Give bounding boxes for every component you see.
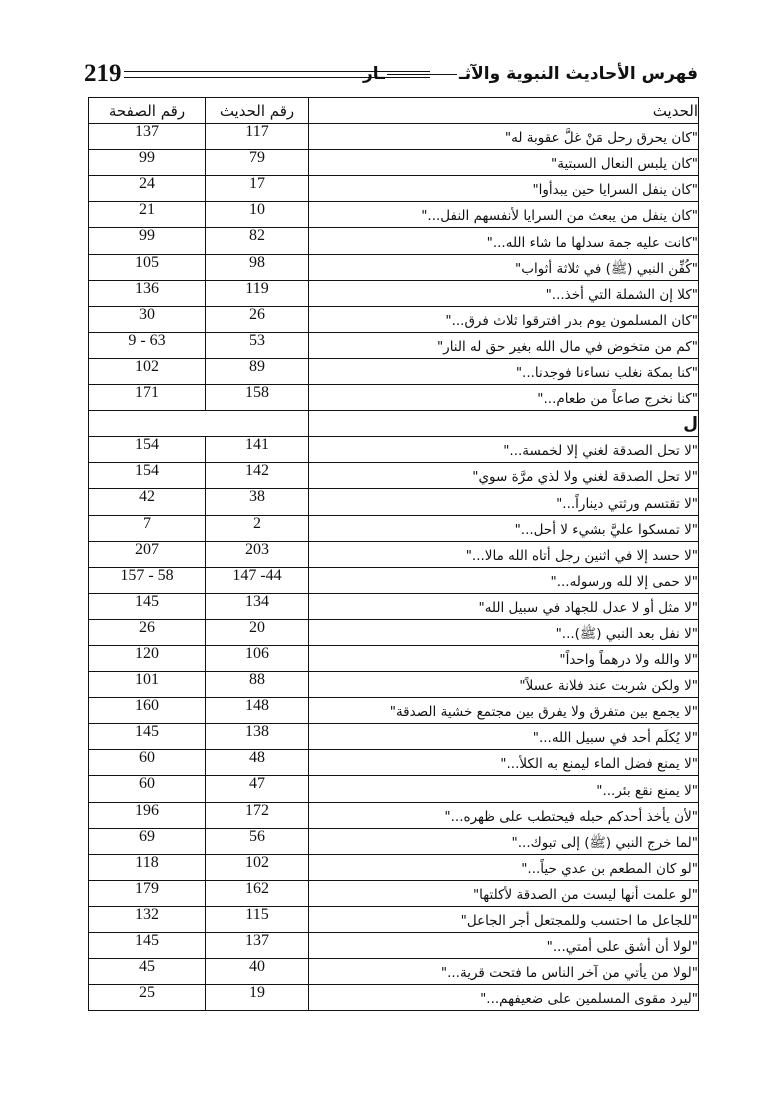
page-number-cell: 154 — [89, 463, 206, 489]
page-number-cell: 137 — [89, 124, 206, 150]
table-row — [89, 698, 699, 724]
hadith-number-cell: 172 — [206, 802, 309, 828]
page-number-cell: 171 — [89, 385, 206, 411]
hadith-text-cell: "لا تحل الصدقة لغني ولا لذي مرَّة سوي" — [309, 463, 699, 489]
hadith-text-cell: "للجاعل ما احتسب وللمجتعل أجر الجاعل" — [309, 906, 699, 932]
page-number-cell: 60 — [89, 776, 206, 802]
col-header-text: الحديث — [309, 98, 699, 124]
hadith-number-cell: 20 — [206, 619, 309, 645]
page-number-cell: 30 — [89, 306, 206, 332]
page-number-cell: 132 — [89, 906, 206, 932]
table-row — [89, 802, 699, 828]
page-number-cell: 136 — [89, 280, 206, 306]
hadith-text-cell: "لو كان المطعم بن عدي حياً..." — [309, 854, 699, 880]
hadith-number-cell: 142 — [206, 463, 309, 489]
page-number-cell: 145 — [89, 933, 206, 959]
col-header-hadith: رقم الحديث — [206, 98, 309, 124]
hadith-text-cell: "كان يلبس النعال السبتية" — [309, 150, 699, 176]
page-number-cell: 196 — [89, 802, 206, 828]
hadith-text-cell: "كنا نخرج صاعاً من طعام..." — [309, 385, 699, 411]
hadith-text-cell: "لا تمسكوا عليَّ بشيء لا أحل..." — [309, 515, 699, 541]
running-title — [363, 60, 698, 88]
hadith-number-cell: 106 — [206, 645, 309, 671]
page-number-cell: 118 — [89, 854, 206, 880]
running-title-end: ـار — [362, 64, 385, 84]
table-row — [89, 619, 699, 645]
hadith-number-cell: 98 — [206, 254, 309, 280]
table-row — [89, 332, 699, 358]
section-empty-cell — [89, 411, 309, 437]
hadith-number-cell: 53 — [206, 332, 309, 358]
table-row — [89, 306, 699, 332]
page-number-cell: 145 — [89, 724, 206, 750]
hadith-text-cell: "كان ينفل من يبعث من السرايا لأنفسهم النفل..." — [309, 202, 699, 228]
hadith-number-cell: 148 — [206, 698, 309, 724]
hadith-number-cell: 79 — [206, 150, 309, 176]
hadith-number-cell: 47 — [206, 776, 309, 802]
page-number-cell: 21 — [89, 202, 206, 228]
table-row — [89, 385, 699, 411]
section-letter: ل — [309, 411, 699, 437]
table-body — [89, 124, 699, 1011]
table-row — [89, 933, 699, 959]
page-number-cell: 99 — [89, 150, 206, 176]
hadith-number-cell: 158 — [206, 385, 309, 411]
page-number-cell: 160 — [89, 698, 206, 724]
page-number-cell: 60 — [89, 750, 206, 776]
table-row — [89, 489, 699, 515]
table-row — [89, 150, 699, 176]
hadith-number-cell: 119 — [206, 280, 309, 306]
hadith-number-cell: 89 — [206, 358, 309, 384]
hadith-number-cell: 88 — [206, 672, 309, 698]
hadith-text-cell: "لا ولكن شربت عند فلانة عسلاً" — [309, 672, 699, 698]
running-header — [84, 60, 698, 90]
table-row — [89, 724, 699, 750]
hadith-number-cell: 138 — [206, 724, 309, 750]
page-number-cell: 25 — [89, 985, 206, 1011]
hadith-text-cell: "لا تحل الصدقة لغني إلا لخمسة..." — [309, 437, 699, 463]
page-number-cell: 145 — [89, 593, 206, 619]
table-row — [89, 202, 699, 228]
page-number-cell: 101 — [89, 672, 206, 698]
page-number: 219 — [84, 60, 122, 87]
table-row — [89, 463, 699, 489]
hadith-text-cell: "لا يمنع فضل الماء ليمنع به الكلأ..." — [309, 750, 699, 776]
hadith-text-cell: "كانت عليه جمة سدلها ما شاء الله..." — [309, 228, 699, 254]
table-row — [89, 176, 699, 202]
page-number-cell: 7 — [89, 515, 206, 541]
page-number-cell: 154 — [89, 437, 206, 463]
hadith-text-cell: "كان ينفل السرايا حين يبدأوا" — [309, 176, 699, 202]
page-number-cell: 207 — [89, 541, 206, 567]
hadith-text-cell: "كلا إن الشملة التي أخذ..." — [309, 280, 699, 306]
hadith-number-cell: 141 — [206, 437, 309, 463]
hadith-number-cell: 162 — [206, 880, 309, 906]
page-number-cell: 9 - 63 — [89, 332, 206, 358]
hadith-number-cell: 2 — [206, 515, 309, 541]
hadith-text-cell: "لولا من يأتي من آخر الناس ما فتحت قرية..." — [309, 959, 699, 985]
hadith-text-cell: "لما خرج النبي (ﷺ) إلى تبوك..." — [309, 828, 699, 854]
hadith-text-cell: "كنا بمكة نغلب نساءنا فوجدنا..." — [309, 358, 699, 384]
hadith-number-cell: 115 — [206, 906, 309, 932]
hadith-text-cell: "كان المسلمون يوم بدر افترقوا ثلاث فرق..." — [309, 306, 699, 332]
page-number-cell: 69 — [89, 828, 206, 854]
hadith-text-cell: "لولا أن أشق على أمتي..." — [309, 933, 699, 959]
page-number-cell: 105 — [89, 254, 206, 280]
table-row — [89, 358, 699, 384]
table-row — [89, 437, 699, 463]
hadith-number-cell: 38 — [206, 489, 309, 515]
hadith-number-cell: 134 — [206, 593, 309, 619]
section-letter-row — [89, 411, 699, 437]
page-number-cell: 24 — [89, 176, 206, 202]
page-number-cell: 99 — [89, 228, 206, 254]
hadith-number-cell: 19 — [206, 985, 309, 1011]
hadith-number-cell: 82 — [206, 228, 309, 254]
hadith-index-table — [88, 97, 699, 1011]
table-row — [89, 750, 699, 776]
title-stretch-line — [387, 60, 457, 75]
hadith-text-cell: "لا والله ولا درهماً واحداً" — [309, 645, 699, 671]
hadith-text-cell: "كم من متخوض في مال الله بغير حق له النار" — [309, 332, 699, 358]
hadith-text-cell: "لا تقتسم ورثتي ديناراً..." — [309, 489, 699, 515]
table-row — [89, 959, 699, 985]
hadith-text-cell: "لا نفل بعد النبي (ﷺ)..." — [309, 619, 699, 645]
page-number-cell: 157 - 58 — [89, 567, 206, 593]
table-row — [89, 541, 699, 567]
hadith-text-cell: "لا يُكلَم أحد في سبيل الله..." — [309, 724, 699, 750]
table-row — [89, 880, 699, 906]
hadith-text-cell: "لا يمنع نقع بئر..." — [309, 776, 699, 802]
table-row — [89, 515, 699, 541]
table-row — [89, 854, 699, 880]
hadith-number-cell: 40 — [206, 959, 309, 985]
table-row — [89, 567, 699, 593]
page-number-cell: 45 — [89, 959, 206, 985]
col-header-page: رقم الصفحة — [89, 98, 206, 124]
table-row — [89, 254, 699, 280]
page-number-cell: 42 — [89, 489, 206, 515]
table-row — [89, 593, 699, 619]
table-row — [89, 124, 699, 150]
hadith-number-cell: 48 — [206, 750, 309, 776]
hadith-number-cell: 56 — [206, 828, 309, 854]
table-row — [89, 672, 699, 698]
hadith-text-cell: "لا حسد إلا في اثنين رجل أتاه الله مالا..." — [309, 541, 699, 567]
hadith-text-cell: "ليرد مقوى المسلمين على ضعيفهم..." — [309, 985, 699, 1011]
table-row — [89, 776, 699, 802]
hadith-number-cell: 26 — [206, 306, 309, 332]
hadith-text-cell: "كان يحرق رحل مَنْ غلَّ عقوبة له" — [309, 124, 699, 150]
hadith-number-cell: 147 -44 — [206, 567, 309, 593]
hadith-number-cell: 137 — [206, 933, 309, 959]
hadith-text-cell: "كُفِّن النبي (ﷺ) في ثلاثة أثواب" — [309, 254, 699, 280]
table-row — [89, 985, 699, 1011]
hadith-text-cell: "لأن يأخذ أحدكم حبله فيحتطب على ظهره..." — [309, 802, 699, 828]
page-number-cell: 26 — [89, 619, 206, 645]
table-row — [89, 645, 699, 671]
table-row — [89, 228, 699, 254]
hadith-text-cell: "لو علمت أنها ليست من الصدقة لأكلتها" — [309, 880, 699, 906]
hadith-text-cell: "لا مثل أو لا عدل للجهاد في سبيل الله" — [309, 593, 699, 619]
table-row — [89, 906, 699, 932]
hadith-number-cell: 102 — [206, 854, 309, 880]
hadith-text-cell: "لا يجمع بين متفرق ولا يفرق بين مجتمع خشية الصدقة" — [309, 698, 699, 724]
page-number-cell: 179 — [89, 880, 206, 906]
hadith-text-cell: "لا حمى إلا لله ورسوله..." — [309, 567, 699, 593]
hadith-number-cell: 10 — [206, 202, 309, 228]
table-row — [89, 280, 699, 306]
hadith-number-cell: 17 — [206, 176, 309, 202]
running-title-start: فهرس الأحاديث النبوية والآثـ — [458, 64, 698, 84]
table-row — [89, 828, 699, 854]
page-number-cell: 120 — [89, 645, 206, 671]
page-number-cell: 102 — [89, 358, 206, 384]
hadith-number-cell: 203 — [206, 541, 309, 567]
table-header-row — [89, 98, 699, 124]
hadith-number-cell: 117 — [206, 124, 309, 150]
